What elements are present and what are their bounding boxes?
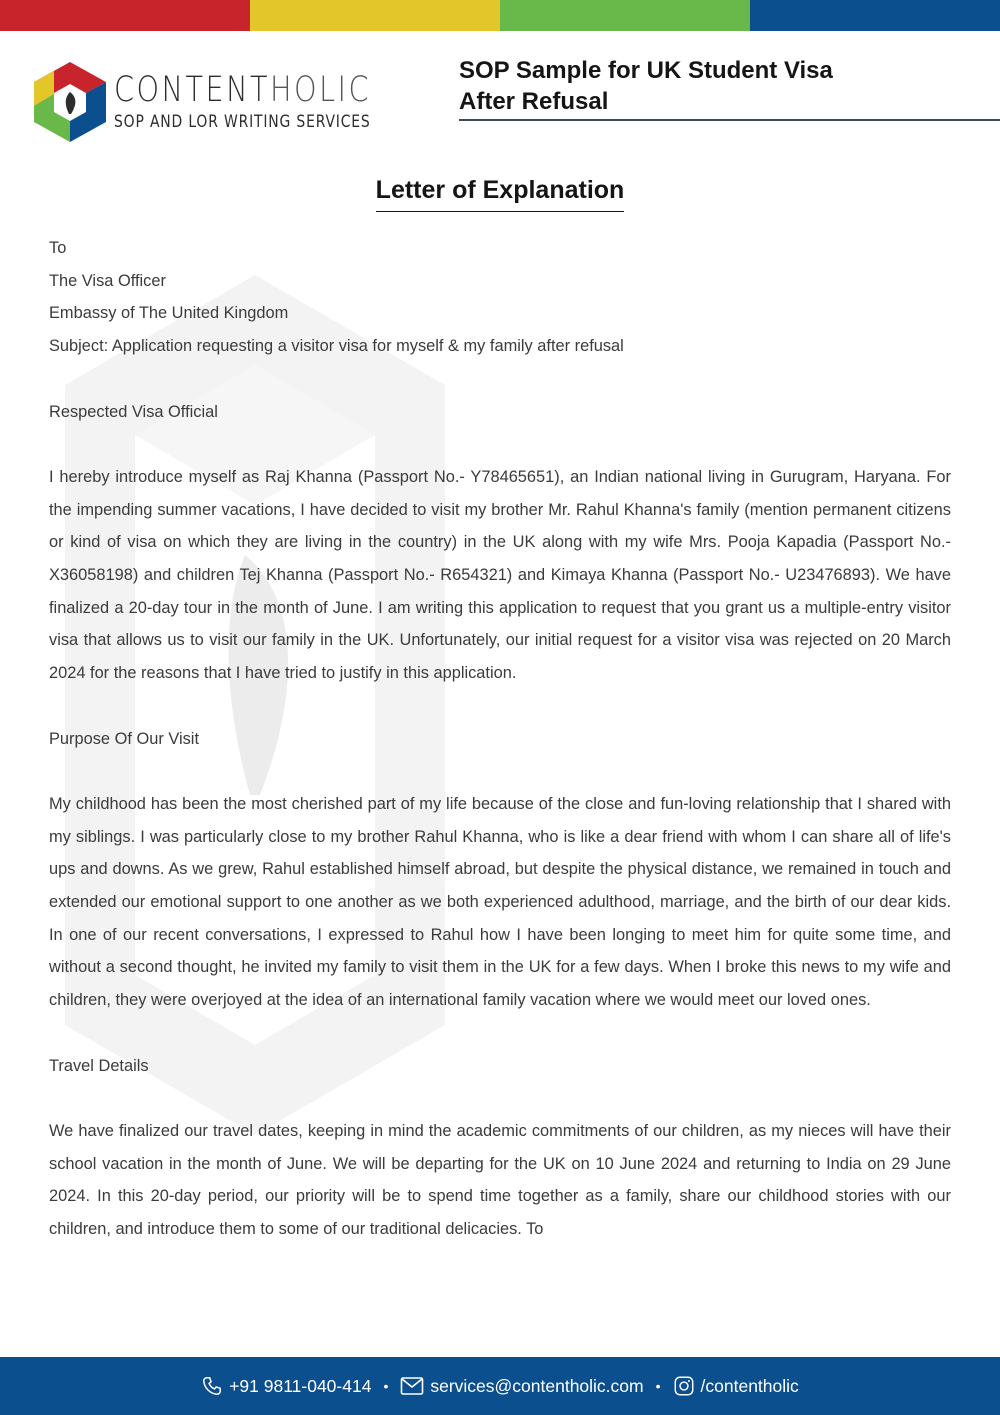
letter-heading-wrap: [0, 176, 1000, 212]
letter-body: [49, 232, 951, 1246]
instagram-handle: /contentholic: [700, 1375, 799, 1396]
footer-email[interactable]: [400, 1376, 643, 1397]
phone-icon: [201, 1375, 223, 1397]
document-title-line1: SOP Sample for UK Student Visa: [459, 57, 833, 84]
paragraph-travel: We have finalized our travel dates, keeping in mind the academic commitments of our children, as my nieces will have their school vacation in the month of June. We will be departing for the UK on 10 June 2024 and returning to India on 29 June 2024. In this 20-day period, our priority will be to spend time together as a family, share our childhood stories with our children, and introduce them to some of our traditional delicacies. To: [49, 1121, 951, 1238]
top-color-bar: [0, 0, 1000, 31]
email-icon: [400, 1376, 424, 1396]
instagram-icon: [673, 1375, 695, 1397]
paragraph-purpose: My childhood has been the most cherished part of my life because of the close and fun-loving relationship that I shared with my siblings. I was particularly close to my brother Rahul Khanna, who is like a dear friend with whom I can share all of life's ups and downs. As we grew, Rahul established himself abroad, but despite the physical distance, we remained in touch and extended our emotional support to one another as we both experienced adulthood, marriage, and the birth of our dear kids. In one of our recent conversations, I expressed to Rahul how I have been longing to meet him for quite some time, and without a second thought, he invited my family to visit them in the UK for a few days. When I broke this news to my wife and children, they were overjoyed at the idea of an international family vacation where we would meet our loved ones.: [49, 794, 951, 1010]
footer-separator: •: [655, 1378, 661, 1394]
document-title: [459, 55, 1000, 121]
logo-text: [114, 70, 427, 132]
address-line: Embassy of The United Kingdom: [49, 304, 289, 323]
subject-line: Subject: Application requesting a visitor visa for myself & my family after refusal: [49, 337, 624, 356]
top-bar-blue: [750, 0, 1000, 31]
footer-phone[interactable]: [201, 1375, 371, 1397]
top-bar-yellow: [250, 0, 500, 31]
logo-cube-icon: [34, 62, 106, 142]
address-line: To: [49, 239, 67, 257]
brand-logo[interactable]: [34, 62, 374, 148]
footer-bar: [0, 1357, 1000, 1415]
address-line: The Visa Officer: [49, 271, 166, 290]
footer-instagram[interactable]: [673, 1375, 799, 1397]
section-title-travel: Travel Details: [49, 1056, 149, 1075]
footer-separator: •: [383, 1378, 389, 1394]
top-bar-green: [500, 0, 750, 31]
email-address: services@contentholic.com: [430, 1375, 644, 1396]
title-underline: [459, 119, 1000, 121]
document-title-line2: After Refusal: [459, 88, 609, 115]
paragraph-introduction: I hereby introduce myself as Raj Khanna (Passport No.- Y78465651), an Indian national living in Gurugram, Haryana. For the impending summer vacations, I have decided to visit my brother Mr. Rahul Khanna's family (mention permanent citizens or kind of visa on which they are living in the country) in the UK along with my wife Mrs. Pooja Kapadia (Passport No.- X36058198) and children Tej Khanna (Passport No.- R654321) and Kimaya Khanna (Passport No.- U23476893). We have finalized a 20-day tour in the month of June. I am writing this application to request that you grant us a multiple-entry visitor visa that allows us to visit our family in the UK. Unfortunately, our initial request for a visitor visa was rejected on 20 March 2024 for the reasons that I have tried to justify in this application.: [49, 467, 951, 683]
top-bar-red: [0, 0, 250, 31]
section-title-purpose: Purpose Of Our Visit: [49, 729, 200, 748]
salutation: Respected Visa Official: [49, 402, 218, 421]
phone-number: +91 9811-040-414: [229, 1375, 372, 1396]
brand-name: CONTENTHOLIC: [114, 70, 371, 110]
brand-tagline: SOP AND LOR WRITING SERVICES: [114, 112, 371, 132]
letter-heading: Letter of Explanation: [376, 176, 625, 212]
